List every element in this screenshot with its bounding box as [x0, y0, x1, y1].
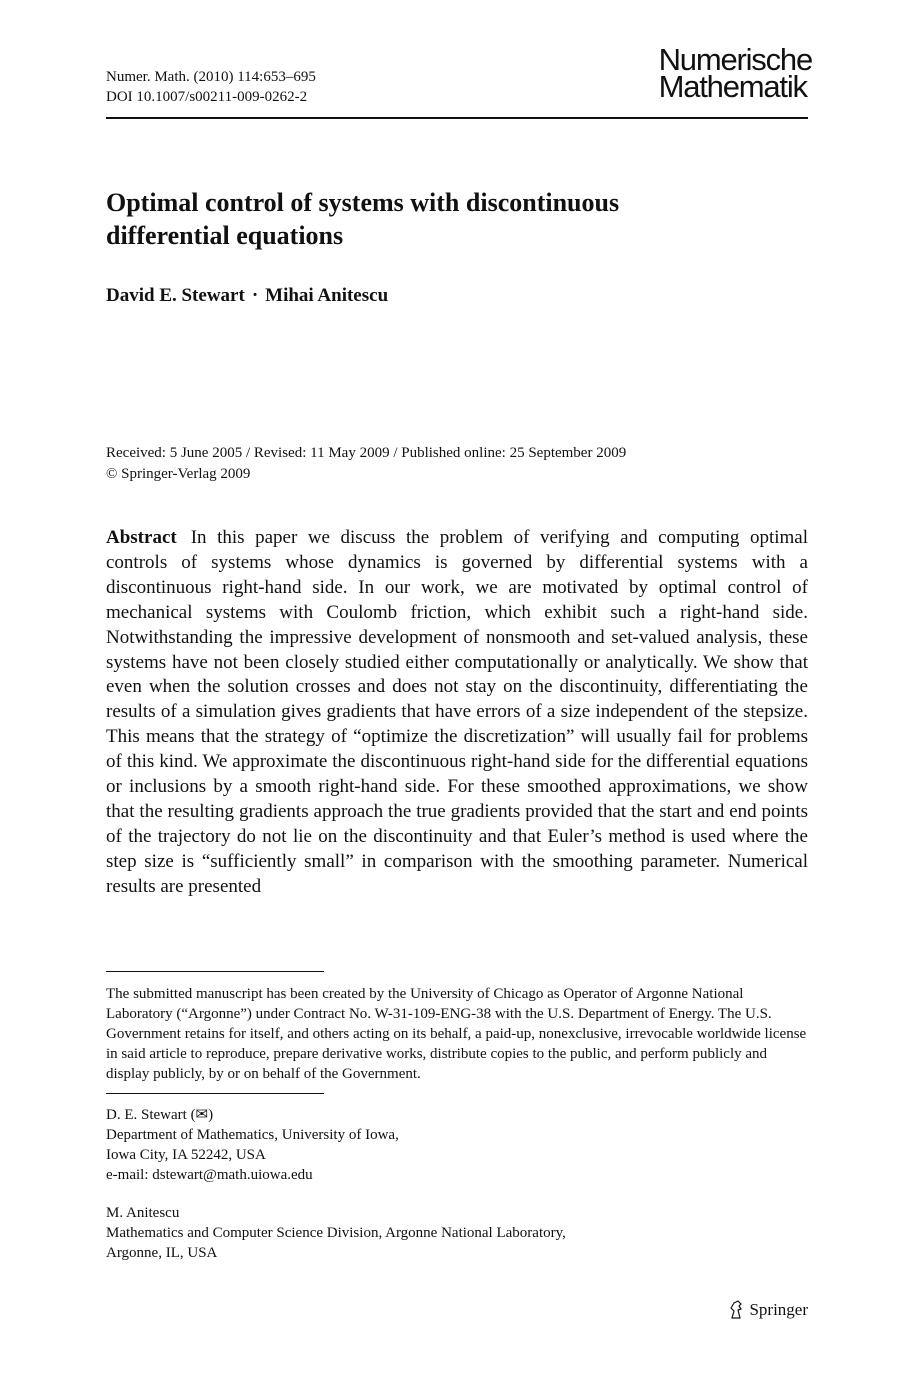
journal-logo: [658, 42, 812, 104]
footnote-divider: [106, 971, 324, 972]
article-title: Optimal control of systems with discontinuous differential equations: [106, 188, 620, 250]
affiliation-name: M. Anitescu: [106, 1205, 180, 1221]
affiliation-stewart: [106, 1105, 399, 1185]
affiliation-anitescu: [106, 1203, 566, 1263]
affiliation-line: Argonne, IL, USA: [106, 1245, 218, 1261]
header-divider: [106, 117, 808, 119]
affiliation-email: e-mail: dstewart@math.uiowa.edu: [106, 1167, 313, 1183]
journal-reference: [106, 67, 316, 107]
dates-line: Received: 5 June 2005 / Revised: 11 May 2009 / Published online: 25 September 2009: [106, 445, 627, 461]
logo-line-1: Numerische: [658, 42, 812, 77]
copyright-line: © Springer-Verlag 2009: [106, 466, 251, 482]
affiliation-name: D. E. Stewart (✉): [106, 1107, 214, 1123]
author-name: David E. Stewart: [106, 285, 245, 306]
publication-history: [106, 443, 626, 485]
author-list: [106, 284, 388, 308]
affiliation-divider: [106, 1093, 324, 1094]
logo-line-2: Mathematik: [658, 69, 807, 104]
publisher-mark: [728, 1299, 808, 1321]
doi: DOI 10.1007/s00211-009-0262-2: [106, 89, 308, 105]
abstract: [106, 526, 808, 900]
publisher-name: Springer: [749, 1300, 808, 1319]
affiliation-line: Mathematics and Computer Science Division, Argonne National Laboratory,: [106, 1225, 566, 1241]
funding-footnote: The submitted manuscript has been created by the University of Chicago as Operator of Argonne National Laboratory (“Argonne”) under Contract No. W-31-109-ENG-38 with the U.S. Department of Energy. The U.S. Government retains for itself, and others acting on its behalf, a paid-up, nonexclusive, irrevocable worldwide license in said article to reproduce, prepare derivative works, distribute copies to the public, and perform publicly and display publicly, by or on behalf of the Government.: [106, 986, 807, 1082]
journal-citation: Numer. Math. (2010) 114:653–695: [106, 69, 316, 85]
author-separator: ·: [251, 285, 259, 306]
abstract-label: Abstract: [106, 527, 177, 548]
abstract-text: In this paper we discuss the problem of verifying and computing optimal controls of systems whose dynamics is governed by differential systems with a discontinuous right-hand side. In our work, we are motivated by optimal control of mechanical systems with Coulomb friction, which exhibit such a right-hand side. Notwithstanding the impressive development of nonsmooth and set-valued analysis, these systems have not been closely studied either computationally or analytically. We show that even when the solution crosses and does not stay on the discontinuity, differentiating the results of a simulation gives gradients that have errors of a size independent of the stepsize. This means that the strategy of “optimize the discretization” will usually fail for problems of this kind. We approximate the discontinuous right-hand side for the differential equations or inclusions by a smooth right-hand side. For these smoothed approximations, we show that the resulting gradients approach the true gradients provided that the start and end points of the trajectory do not lie on the discontinuity and that Euler’s method is used where the step size is “sufficiently small” in comparison with the smoothing parameter. Numerical results are presented: [106, 527, 808, 897]
affiliation-line: Department of Mathematics, University of Iowa,: [106, 1127, 399, 1143]
springer-horse-icon: [728, 1300, 744, 1320]
affiliation-line: Iowa City, IA 52242, USA: [106, 1147, 266, 1163]
author-name: Mihai Anitescu: [265, 285, 389, 306]
